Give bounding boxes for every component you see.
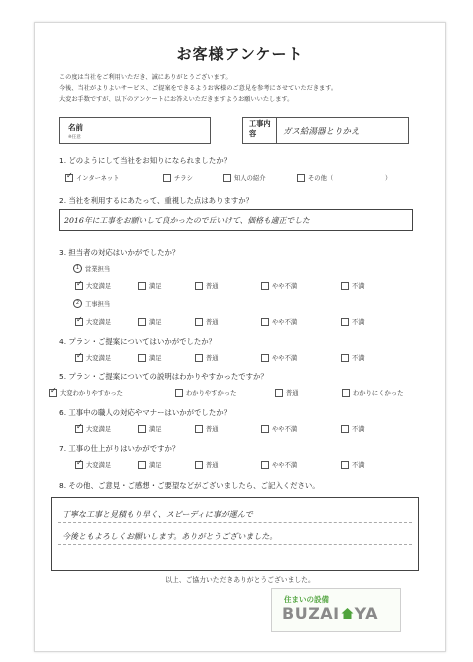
checkbox[interactable] bbox=[261, 461, 269, 469]
q7-very-dissatisfied[interactable]: 不満 bbox=[341, 460, 365, 469]
intro-line-2: 今後、当社がよりよいサービス、ご提案をできるようお客様のご意見を参考にさせていただきます。 bbox=[59, 85, 338, 92]
q6-neutral[interactable]: 普通 bbox=[195, 424, 219, 433]
q5-neutral[interactable]: 普通 bbox=[275, 388, 299, 397]
checkbox[interactable] bbox=[175, 389, 183, 397]
q1-option-other[interactable]: その他（ bbox=[297, 173, 333, 182]
checkbox[interactable] bbox=[195, 461, 203, 469]
footer-thanks: 以上、ご協力いただきありがとうございました。 bbox=[165, 576, 315, 584]
q3-sales-neutral[interactable]: 普通 bbox=[195, 281, 219, 290]
question-4: 4. プラン・ご提案についてはいかがでしたか？ bbox=[59, 337, 217, 346]
q4-dissatisfied[interactable]: やや不満 bbox=[261, 353, 297, 362]
checkbox[interactable] bbox=[341, 461, 349, 469]
q4-very-satisfied[interactable]: ✓ 大変満足 bbox=[75, 353, 111, 362]
name-label: 名前 bbox=[68, 123, 83, 132]
checkbox-checked[interactable] bbox=[75, 425, 83, 433]
q3-construction-label: 2 工事担当 bbox=[73, 299, 110, 308]
q3-construction-very-dissatisfied[interactable]: 不満 bbox=[341, 317, 365, 326]
q3-construction-very-satisfied[interactable]: ✓ 大変満足 bbox=[75, 317, 111, 326]
q5-very-clear[interactable]: ✓ 大変わかりやすかった bbox=[49, 388, 123, 397]
question-1: 1. どのようにして当社をお知りになられましたか？ bbox=[59, 156, 231, 165]
logo-wordmark: BUZAI YA bbox=[282, 604, 379, 623]
name-field[interactable] bbox=[59, 117, 211, 144]
checkbox[interactable] bbox=[138, 318, 146, 326]
q5-unclear[interactable]: わかりにくかった bbox=[342, 388, 403, 397]
circled-number: 1 bbox=[73, 264, 82, 273]
checkbox[interactable] bbox=[261, 282, 269, 290]
q3-sales-satisfied[interactable]: 満足 bbox=[138, 281, 162, 290]
q6-very-dissatisfied[interactable]: 不満 bbox=[341, 424, 365, 433]
checkbox[interactable] bbox=[138, 354, 146, 362]
checkbox-checked[interactable] bbox=[49, 389, 57, 397]
q4-very-dissatisfied[interactable]: 不満 bbox=[341, 353, 365, 362]
checkbox[interactable] bbox=[163, 174, 171, 182]
q7-very-satisfied[interactable]: ✓ 大変満足 bbox=[75, 460, 111, 469]
checkbox-checked[interactable] bbox=[75, 354, 83, 362]
checkbox[interactable] bbox=[297, 174, 305, 182]
checkbox[interactable] bbox=[223, 174, 231, 182]
q3-sales-dissatisfied[interactable]: やや不満 bbox=[261, 281, 297, 290]
checkbox[interactable] bbox=[195, 318, 203, 326]
work-content-field[interactable] bbox=[242, 117, 409, 144]
checkbox-checked[interactable] bbox=[75, 461, 83, 469]
checkbox[interactable] bbox=[195, 354, 203, 362]
question-7: 7. 工事の仕上がりはいかがですか？ bbox=[59, 444, 180, 453]
q4-neutral[interactable]: 普通 bbox=[195, 353, 219, 362]
q3-sales-very-dissatisfied[interactable]: 不満 bbox=[341, 281, 365, 290]
checkbox-checked[interactable] bbox=[65, 174, 73, 182]
q7-dissatisfied[interactable]: やや不満 bbox=[261, 460, 297, 469]
company-logo bbox=[271, 588, 401, 632]
question-5: 5. プラン・ご提案についての説明はわかりやすかったですか？ bbox=[59, 372, 268, 381]
work-value: ガス給湯器とりかえ bbox=[283, 127, 360, 137]
checkbox[interactable] bbox=[195, 282, 203, 290]
q3-construction-satisfied[interactable]: 満足 bbox=[138, 317, 162, 326]
q8-answer-line-2: 今後ともよろしくお願いします。ありがとうございました。 bbox=[62, 532, 278, 541]
checkbox[interactable] bbox=[138, 282, 146, 290]
checkbox[interactable] bbox=[138, 425, 146, 433]
q2-answer-text: 2016年に工事をお願いして良かったので丘いけて、価格も適正でした bbox=[64, 216, 310, 225]
q3-construction-neutral[interactable]: 普通 bbox=[195, 317, 219, 326]
name-optional-note: ※任意 bbox=[68, 135, 81, 140]
checkbox[interactable] bbox=[275, 389, 283, 397]
checkbox[interactable] bbox=[341, 425, 349, 433]
q6-dissatisfied[interactable]: やや不満 bbox=[261, 424, 297, 433]
q7-neutral[interactable]: 普通 bbox=[195, 460, 219, 469]
checkbox[interactable] bbox=[261, 425, 269, 433]
q1-option-internet[interactable]: ✓ インターネット bbox=[65, 173, 120, 182]
checkbox[interactable] bbox=[341, 354, 349, 362]
q5-clear[interactable]: わかりやすかった bbox=[175, 388, 236, 397]
q1-option-flyer[interactable]: チラシ bbox=[163, 173, 193, 182]
q7-satisfied[interactable]: 満足 bbox=[138, 460, 162, 469]
q1-option-referral[interactable]: 知人の紹介 bbox=[223, 173, 265, 182]
question-6: 6. 工事中の職人の対応やマナーはいかがでしたか？ bbox=[59, 408, 231, 417]
q6-very-satisfied[interactable]: ✓ 大変満足 bbox=[75, 424, 111, 433]
q2-answer-box[interactable] bbox=[59, 209, 413, 231]
question-2: 2. 当社を利用するにあたって、重視した点はありますか？ bbox=[59, 196, 254, 205]
checkbox[interactable] bbox=[195, 425, 203, 433]
page-title: お客様アンケート bbox=[176, 45, 304, 63]
q3-construction-dissatisfied[interactable]: やや不満 bbox=[261, 317, 297, 326]
q1-other-close: ） bbox=[385, 175, 392, 182]
checkbox[interactable] bbox=[261, 318, 269, 326]
q8-answer-box[interactable] bbox=[51, 497, 419, 571]
house-icon bbox=[341, 607, 354, 620]
question-3: 3. 担当者の対応はいかがでしたか？ bbox=[59, 248, 180, 257]
q4-satisfied[interactable]: 満足 bbox=[138, 353, 162, 362]
checkbox[interactable] bbox=[341, 318, 349, 326]
logo-tagline: 住まいの設備 bbox=[284, 595, 329, 604]
checkbox-checked[interactable] bbox=[75, 282, 83, 290]
survey-sheet bbox=[34, 22, 446, 652]
intro-line-3: 大変お手数ですが、以下のアンケートにお答えいただきますようお願いいたします。 bbox=[59, 96, 294, 103]
checkbox[interactable] bbox=[261, 354, 269, 362]
q3-sales-very-satisfied[interactable]: ✓ 大変満足 bbox=[75, 281, 111, 290]
checkbox[interactable] bbox=[138, 461, 146, 469]
q8-answer-line-1: 丁寧な工事と見積もり早く、スピーディに事が運んで bbox=[62, 510, 253, 519]
q6-satisfied[interactable]: 満足 bbox=[138, 424, 162, 433]
checkbox-checked[interactable] bbox=[75, 318, 83, 326]
circled-number: 2 bbox=[73, 299, 82, 308]
checkbox[interactable] bbox=[341, 282, 349, 290]
question-8: 8. その他、ご意見・ご感想・ご要望などがございましたら、ご記入ください。 bbox=[59, 481, 320, 490]
work-label: 工事内容 bbox=[249, 119, 271, 138]
intro-line-1: この度は当社をご利用いただき、誠にありがとうございます。 bbox=[59, 74, 232, 81]
q3-sales-label: 1 営業担当 bbox=[73, 264, 110, 273]
checkbox[interactable] bbox=[342, 389, 350, 397]
